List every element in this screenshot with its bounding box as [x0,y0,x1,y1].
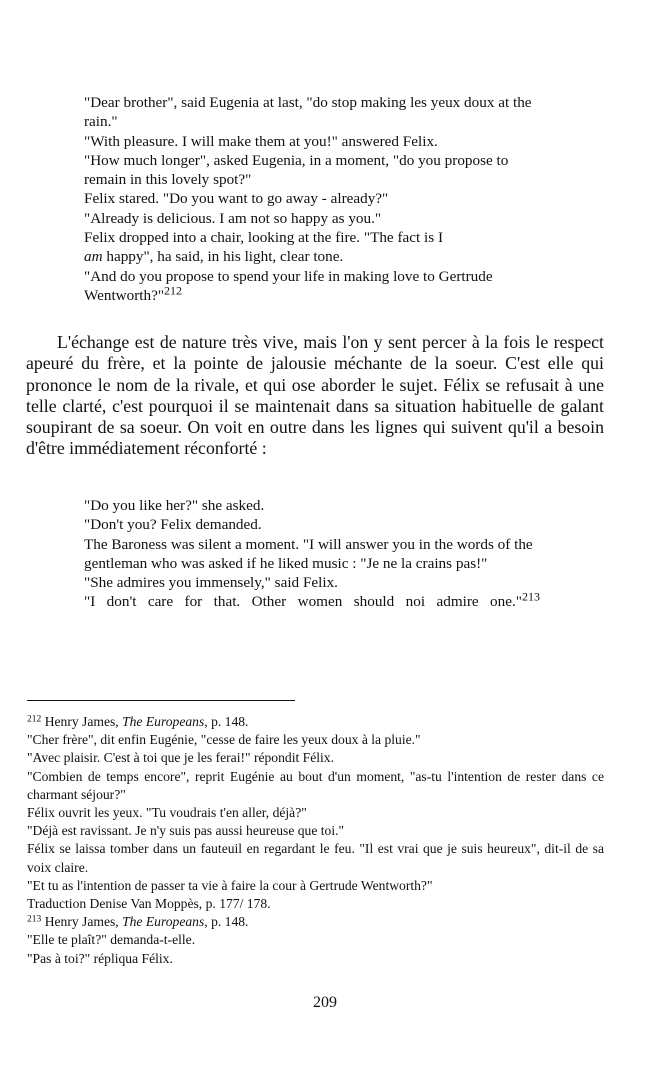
quote-text: happy", ha said, in his light, clear tone. [102,248,344,266]
quote-line: Felix stared. "Do you want to go away - already?" [84,190,389,208]
footnote-line: Félix ouvrit les yeux. "Tu voudrais t'en aller, déjà?" [27,805,307,821]
quote-line: "She admires you immensely," said Felix. [84,574,338,592]
quote-text: "I don't care for that. Other women should noi admire one." [84,593,522,611]
citation-author: Henry James, [44,714,123,729]
footnote-line: "Cher frère", dit enfin Eugénie, "cesse de faire les yeux doux à la pluie." [27,732,421,748]
footnote-line: "Avec plaisir. C'est à toi que je les ferai!" répondit Félix. [27,750,334,766]
footnotes [27,713,604,968]
footnote-citation [27,913,604,931]
footnote-line: "Combien de temps encore", reprit Eugénie au bout d'un moment, "as-tu l'intention de rester dans ce charmant séjour?" [27,768,604,802]
quote-line [84,592,540,611]
block-quote-english-2 [84,496,540,612]
page-number: 209 [313,994,337,1011]
block-quote-english-1 [84,93,540,305]
footnote-number: 213 [27,914,42,925]
citation-page: , p. 148. [204,914,249,930]
footnote-ref-212[interactable]: 212 [164,283,183,298]
footnote-line: "Pas à toi?" répliqua Félix. [27,950,173,966]
quote-line: The Baroness was silent a moment. "I will answer you in the words of the gentleman who was asked if he liked music : "Je ne la crains pas!" [84,535,533,572]
footnote-number: 212 [27,714,42,725]
footnote-divider [27,700,295,701]
quote-line: "Do you like her?" she asked. [84,497,265,514]
quote-line: Felix dropped into a chair, looking at the fire. "The fact is I [84,229,444,247]
quote-line: "Dear brother", said Eugenia at last, "do stop making les yeux doux at the rain." [84,94,532,131]
quote-line: "With pleasure. I will make them at you!" answered Felix. [84,132,438,150]
body-paragraph: L'échange est de nature très vive, mais l'on y sent percer à la fois le respect apeuré du frère, et la pointe de jalousie méchante de la soeur. C'est elle qui prononce le nom de la rivale, et qui ose aborder le sujet. Félix se refusait à une telle clarté, c'est pourquoi il se maintenait dans sa situation habituelle de galant soupirant de sa soeur. On voit en outre dans les lignes qui suivent qu'il a besoin d'être immédiatement réconforté : [26,332,604,459]
citation-title: The Europeans [122,914,205,930]
footnote-line: Félix se laissa tomber dans un fauteuil en regardant le feu. "Il est vrai que je suis heureux", dit-il de sa voix claire. [27,841,604,875]
quote-text: "And do you propose to spend your life in making love to Gertrude Wentworth?" [84,267,493,304]
quote-line [84,247,540,266]
quote-line: "Don't you? Felix demanded. [84,516,262,534]
footnote-line: "Déjà est ravissant. Je n'y suis pas aussi heureuse que toi." [27,823,345,839]
footnote-line: "Elle te plaît?" demanda-t-elle. [27,932,196,948]
citation-page: , p. 148. [204,714,249,729]
footnote-line: Traduction Denise Van Moppès, p. 177/ 178. [27,896,271,912]
emphasis: am [84,248,103,266]
footnote-ref-213[interactable]: 213 [522,590,540,605]
footnote-citation [27,713,604,731]
footnote-line: "Et tu as l'intention de passer ta vie à faire la cour à Gertrude Wentworth?" [27,877,433,893]
quote-line [84,267,540,306]
citation-author: Henry James, [44,914,123,930]
quote-line: "Already is delicious. I am not so happy as you." [84,209,382,227]
quote-line: "How much longer", asked Eugenia, in a moment, "do you propose to remain in this lovely spot?" [84,151,509,189]
citation-title: The Europeans [122,714,205,729]
